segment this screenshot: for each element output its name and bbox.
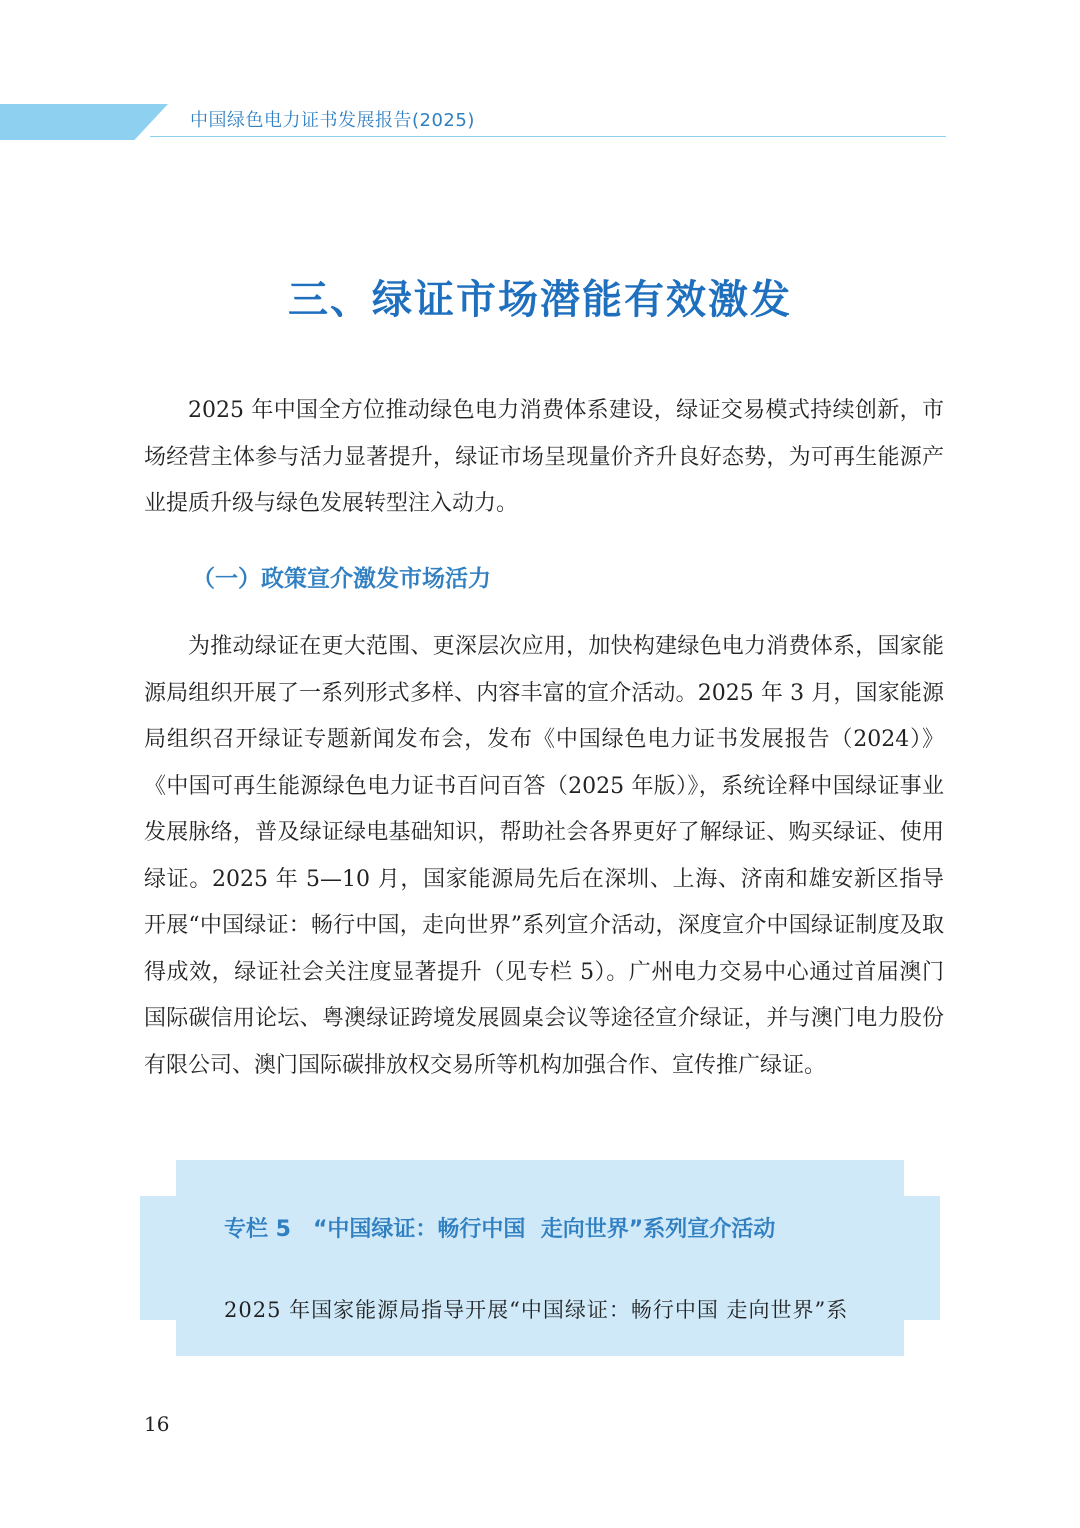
running-header-title: 中国绿色电力证书发展报告(2025)	[190, 110, 475, 131]
sidebar-box-title: 专栏 5 “中国绿证：畅行中国 走向世界”系列宣介活动	[224, 1217, 776, 1242]
intro-paragraph: 2025 年中国全方位推动绿色电力消费体系建设，绿证交易模式持续创新，市场经营主体参与活力显著提升，绿证市场呈现量价齐升良好态势，为可再生能源产业提质升级与绿色发展转型注入动力。	[144, 398, 944, 516]
header-divider	[150, 136, 946, 137]
page-number: 16	[144, 1412, 170, 1436]
section-heading: （一）政策宣介激发市场活力	[192, 566, 491, 592]
section-paragraph: 为推动绿证在更大范围、更深层次应用，加快构建绿色电力消费体系，国家能源局组织开展了一系列形式多样、内容丰富的宣介活动。2025 年 3 月，国家能源局组织召开绿证专题新闻发布会，发布《中国绿色电力证书发展报告（2024）》《中国可再生能源绿色电力证书百问百答（2025 年版）》，系统诠释中国绿证事业发展脉络，普及绿证绿电基础知识，帮助社会各界更好了解绿证、购买绿证、使用绿证。2025 年 5—10 月，国家能源局先后在深圳、上海、济南和雄安新区指导开展“中国绿证：畅行中国，走向世界”系列宣介活动，深度宣介中国绿证制度及取得成效，绿证社会关注度显著提升（见专栏 5）。广州电力交易中心通过首届澳门国际碳信用论坛、粤澳绿证跨境发展圆桌会议等途径宣介绿证，并与澳门电力股份有限公司、澳门国际碳排放权交易所等机构加强合作、宣传推广绿证。	[144, 634, 944, 1078]
chapter-title: 三、绿证市场潜能有效激发	[288, 277, 792, 323]
header-tab	[0, 104, 168, 140]
sidebar-box-text: 2025 年国家能源局指导开展“中国绿证：畅行中国 走向世界”系	[224, 1298, 849, 1322]
